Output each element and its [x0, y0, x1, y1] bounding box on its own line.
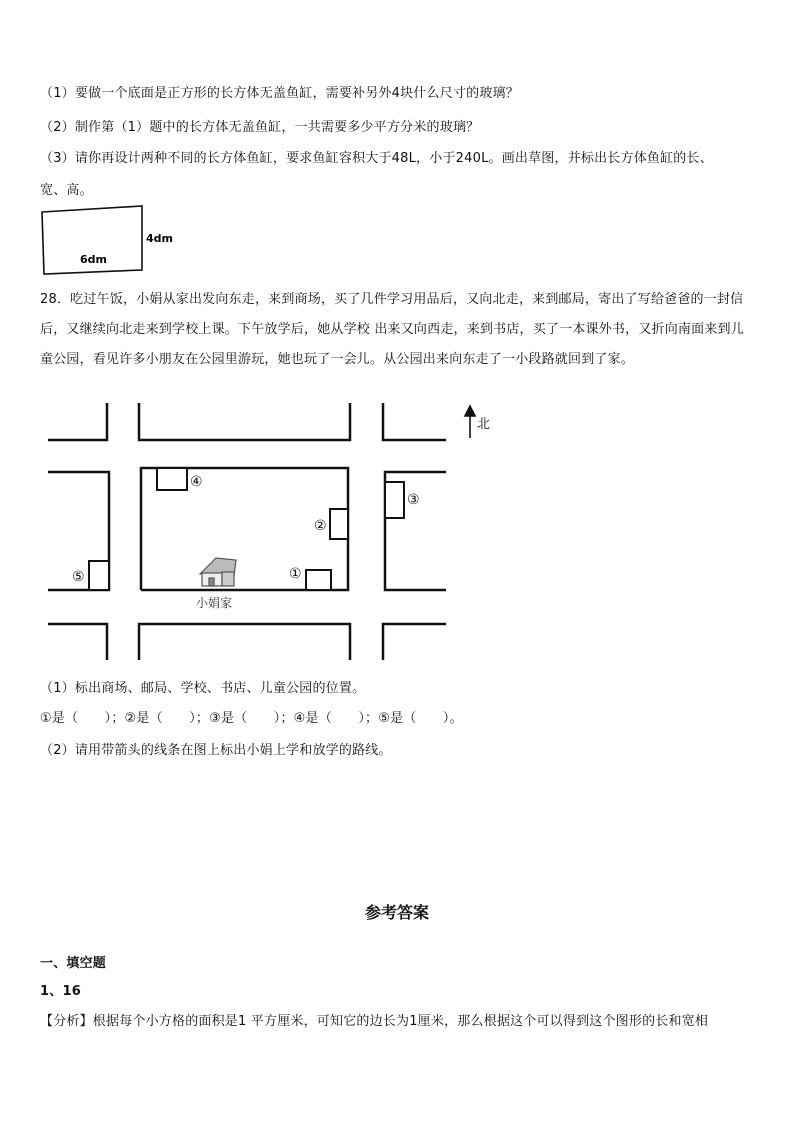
block-bottom-left — [48, 624, 107, 660]
marker-3: ③ — [407, 492, 420, 508]
answer-item-1: 1、16 — [40, 984, 81, 999]
q28-text: 28．吃过午饭，小娟从家出发向东走，来到商场，买了几件学习用品后，又向北走，来到邮局，寄出了写给爸爸的一封信后，又继续向北走来到学校上课。下午放学后，她从学校 出来又向西走，来到书店，买了一本课外书，又折向南面来到儿童公园，看见许多小朋友在公园里游玩，她也玩了一会儿。从公园出来向东走了一小段路就回到了家。 — [40, 292, 744, 367]
answers-title: 参考答案 — [364, 903, 429, 922]
home-label: 小娟家 — [196, 596, 233, 610]
aquarium-sketch — [38, 200, 188, 280]
q28-answer-blanks: ①是（ ）；②是（ ）；③是（ ）；④是（ ）；⑤是（ ）。 — [40, 711, 463, 726]
marker-1: ① — [289, 566, 302, 582]
q27-part3-line2: 宽、高。 — [40, 183, 93, 198]
q27-part1: （1）要做一个底面是正方形的长方体无盖鱼缸，需要补另外4块什么尺寸的玻璃？ — [40, 86, 519, 101]
q28-part1: （1）标出商场、邮局、学校、书店、儿童公园的位置。 — [40, 681, 366, 696]
section-1-heading: 一、填空题 — [40, 956, 107, 971]
q27-part3-line1: （3）请你再设计两种不同的长方体鱼缸，要求鱼缸容积大于48L，小于240L。画出草图，并标出长方体鱼缸的长、 — [40, 151, 713, 166]
q28-part2: （2）请用带箭头的线条在图上标出小娟上学和放学的路线。 — [40, 743, 392, 758]
aquarium-height-label: 4dm — [146, 232, 173, 245]
north-arrow-icon — [465, 406, 475, 438]
building-4 — [157, 468, 187, 490]
block-top-middle — [139, 403, 350, 440]
marker-5: ⑤ — [72, 569, 85, 585]
building-5 — [89, 561, 109, 590]
marker-4: ④ — [190, 474, 203, 490]
building-1 — [306, 570, 331, 590]
building-2 — [330, 509, 348, 539]
block-bottom-right — [383, 624, 446, 660]
aquarium-width-label: 6dm — [80, 253, 107, 266]
north-label: 北 — [477, 417, 491, 432]
building-3 — [385, 482, 404, 518]
house-icon — [200, 558, 236, 586]
block-bottom-middle — [139, 624, 350, 660]
block-top-right — [383, 403, 446, 440]
marker-2: ② — [314, 518, 327, 534]
q27-part2: （2）制作第（1）题中的长方体无盖鱼缸，一共需要多少平方分米的玻璃？ — [40, 120, 480, 135]
answer-analysis: 【分析】根据每个小方格的面积是1 平方厘米，可知它的边长为1厘米，那么根据这个可以得到这个图形的长和宽相 — [40, 1014, 709, 1029]
street-map — [40, 398, 500, 666]
block-top-left — [48, 403, 107, 440]
